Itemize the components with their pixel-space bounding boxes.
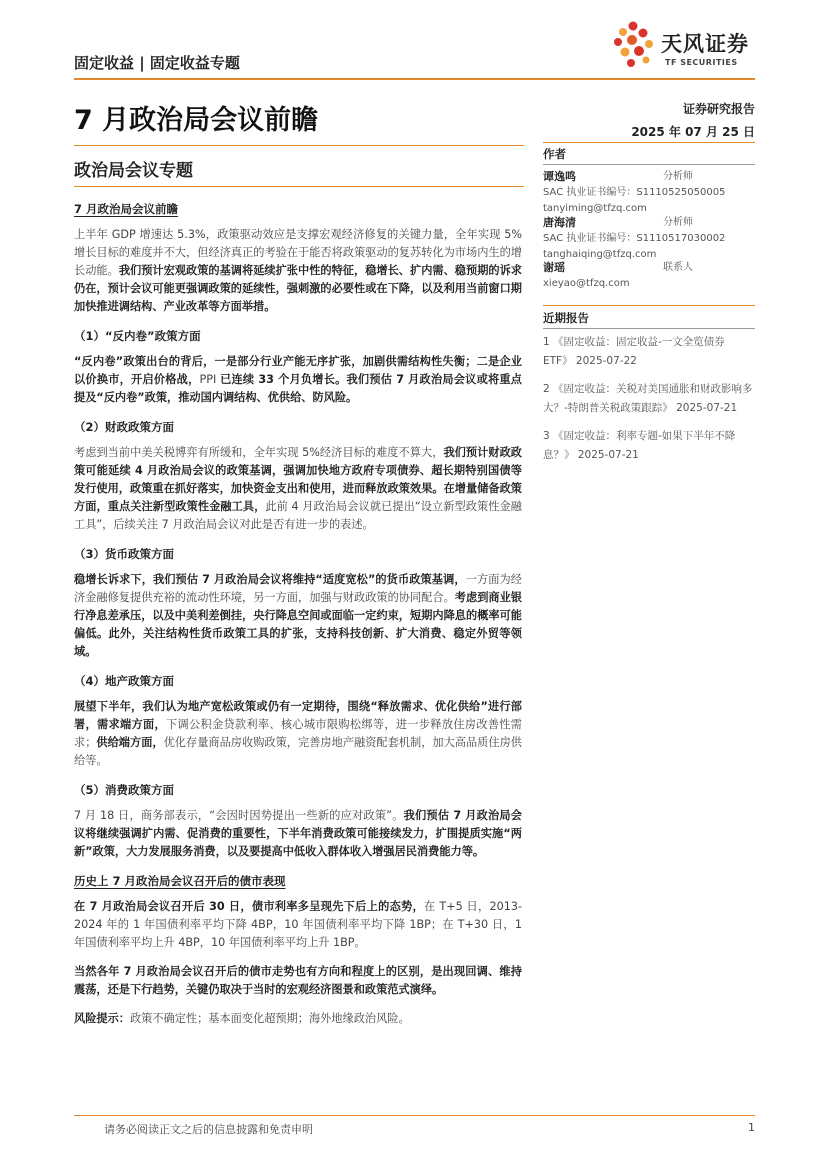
company-logo: [611, 20, 761, 74]
paragraph: 7 月 18 日，商务部表示，“会因时因势提出一些新的应对政策”。我们预估 7 月政治局会议将继续强调扩内需、促消费的重要性，下半年消费政策可能接续发力，扩围提质实施“两新”政策，大力发展服务消费，以及要提高中低收入群体收入增强居民消费能力等。: [74, 809, 522, 858]
page-subtitle: 政治局会议专题: [74, 161, 193, 181]
author-email[interactable]: tanghaiqing@tfzq.com: [543, 249, 657, 260]
page-title: 7 月政治局会议前瞻: [74, 105, 319, 136]
author-role: 分析师: [663, 217, 693, 228]
authors-rule: [543, 164, 755, 165]
risk-note: 风险提示：政策不确定性；基本面变化超预期；海外地缘政治风险。: [74, 1012, 410, 1025]
logo-text-en: TF SECURITIES: [665, 58, 738, 67]
author-cert: SAC 执业证书编号：S1110517030002: [543, 233, 726, 244]
recent-list: [543, 333, 755, 474]
footer-disclaimer: 请务必阅读正文之后的信息披露和免责申明: [104, 1123, 313, 1136]
page-number: 1: [748, 1121, 755, 1134]
author-email[interactable]: tanyiming@tfzq.com: [543, 203, 647, 214]
header-rule: [74, 78, 755, 80]
main-content: [74, 200, 522, 1039]
recent-top-rule: [543, 305, 755, 306]
section-heading: 历史上 7 月政治局会议召开后的债市表现: [74, 874, 286, 888]
author-role: 分析师: [663, 171, 693, 182]
author-2: [543, 215, 755, 263]
logo-mark-icon: [611, 20, 659, 72]
recent-heading: 近期报告: [543, 311, 589, 325]
subsection-heading: （4）地产政策方面: [74, 674, 175, 688]
logo-text-cn: 天风证券: [661, 32, 749, 56]
section-heading: 7 月政治局会议前瞻: [74, 202, 179, 216]
author-cert: SAC 执业证书编号：S1110525050005: [543, 187, 726, 198]
authors-heading: 作者: [543, 147, 566, 161]
paragraph: “反内卷”政策出台的背后，一是部分行业产能无序扩张，加剧供需结构性失衡；二是企业以价换市，开启价格战，PPI 已连续 33 个月负增长。我们预估 7 月政治局会议或将重点提及“反内卷”政策，推动国内调结构、优供给、防风险。: [74, 355, 522, 404]
author-name: 唐海清: [543, 216, 576, 229]
side-top-rule: [543, 142, 755, 143]
paragraph: 稳增长诉求下，我们预估 7 月政治局会议将维持“适度宽松”的货币政策基调，一方面为经济金融修复提供充裕的流动性环境，另一方面，加强与财政政策的协同配合。考虑到商业银行净息差承压，以及中美利差倒挂，央行降息空间或面临一定约束，短期内降息的概率可能偏低。此外，关注结构性货币政策工具的扩张，支持科技创新、扩大消费、稳定外贸等领域。: [74, 573, 522, 658]
author-1: [543, 169, 755, 217]
paragraph: 上半年 GDP 增速达 5.3%，政策驱动效应是支撑宏观经济修复的关键力量，全年实现 5%增长目标的难度并不大，但经济真正的考验在于能否将政策驱动的复苏转化为市场内生的增长动能。我们预计宏观政策的基调将延续扩张中性的特征，稳增长、扩内需、稳预期的诉求仍在，预计会议可能更强调政策的延续性，强刺激的必要性或在下降，以及利用当前窗口期加快推进调结构、产业改革等方面举措。: [74, 228, 522, 313]
author-name: 谢瑶: [543, 261, 565, 274]
subsection-heading: （3）货币政策方面: [74, 547, 175, 561]
subsection-heading: （1）“反内卷”政策方面: [74, 329, 201, 343]
footer-rule: [74, 1115, 755, 1116]
author-role: 联系人: [663, 262, 693, 273]
recent-item[interactable]: 1 《固定收益：固定收益-一文全览债券 ETF》 2025-07-22: [543, 336, 725, 367]
report-type: 证券研究报告: [682, 102, 755, 116]
author-name: 谭逸鸣: [543, 170, 576, 183]
author-3: [543, 260, 755, 292]
paragraph: 当然各年 7 月政治局会议召开后的债市走势也有方向和程度上的区别，是出现回调、维持震荡，还是下行趋势，关键仍取决于当时的宏观经济图景和政策范式演绎。: [74, 965, 522, 996]
recent-item[interactable]: 2 《固定收益：关税对美国通胀和财政影响多大？-特朗普关税政策跟踪》 2025-07-21: [543, 383, 753, 414]
subsection-heading: （2）财政政策方面: [74, 420, 175, 434]
recent-item[interactable]: 3 《固定收益：利率专题-如果下半年不降息？》 2025-07-21: [543, 430, 736, 461]
recent-heading-box: [543, 310, 755, 326]
paragraph: 展望下半年，我们认为地产宽松政策或仍有一定期待，围绕“释放需求、优化供给”进行部署，需求端方面，下调公积金贷款利率、核心城市限购松绑等，进一步释放住房改善性需求；供给端方面，优化存量商品房收购政策，完善房地产融资配套机制，加大高品质住房供给等。: [74, 700, 522, 767]
report-date: 2025 年 07 月 25 日: [631, 125, 755, 139]
paragraph: 考虑到当前中美关税博弈有所缓和，全年实现 5%经济目标的难度不算大，我们预计财政政策可能延续 4 月政治局会议的政策基调，强调加快地方政府专项债券、超长期特别国债等发行使用，政策重在抓好落实，加快资金支出和使用，进而释放政策效果。在增量储备政策方面，重点关注新型政策性金融工具，此前 4 月政治局会议就已提出“设立新型政策性金融工具”，后续关注 7 月政治局会议对此是否有进一步的表述。: [74, 446, 522, 531]
author-email[interactable]: xieyao@tfzq.com: [543, 278, 630, 289]
title-rule: [74, 145, 524, 146]
subsection-heading: （5）消费政策方面: [74, 783, 175, 797]
subtitle-rule: [74, 186, 524, 187]
recent-rule: [543, 328, 755, 329]
paragraph: 在 7 月政治局会议召开后 30 日，债市利率多呈现先下后上的态势，在 T+5 日，2013-2024 年的 1 年国债利率平均下降 4BP，10 年国债利率平均下降 1BP；在 T+30 日，1 年国债利率平均上升 4BP，10 年国债利率平均上升 1BP。: [74, 900, 522, 949]
authors-panel: [543, 146, 755, 162]
report-category: 固定收益 | 固定收益专题: [74, 54, 240, 72]
